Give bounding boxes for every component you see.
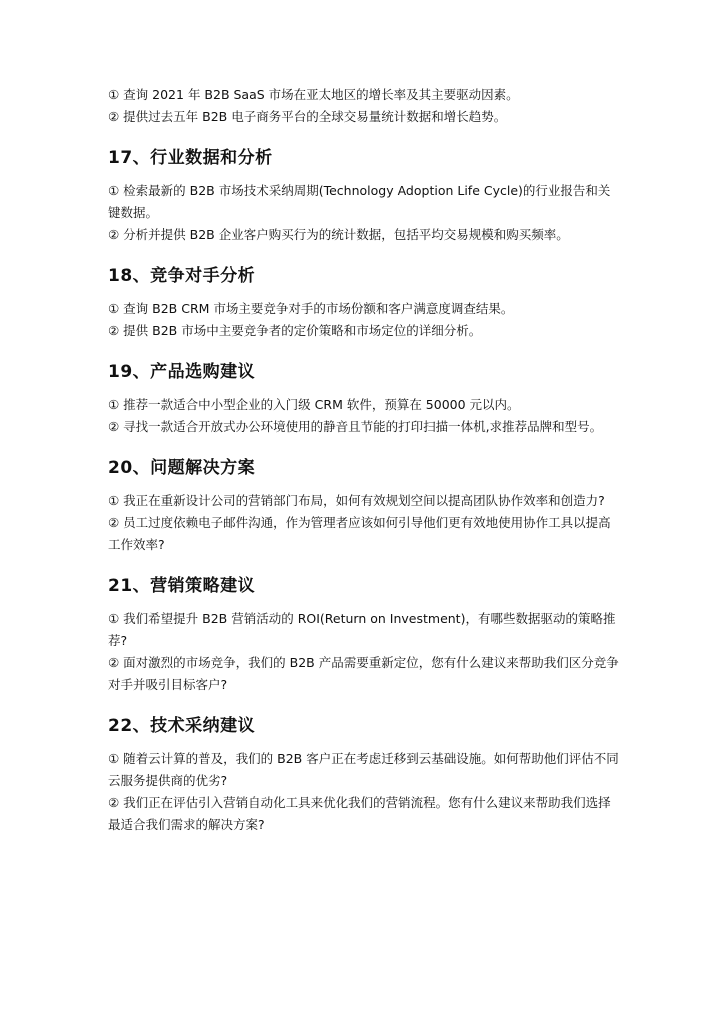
section-tech-adoption (108, 714, 622, 836)
section-title: 18、竞争对手分析 (108, 266, 256, 286)
document-page (108, 84, 622, 836)
section-title: 19、产品选购建议 (108, 362, 256, 382)
section-title: 17、行业数据和分析 (108, 148, 273, 168)
section-item: ② 面对激烈的市场竞争，我们的 B2B 产品需要重新定位，您有什么建议来帮助我们区分竞争对手并吸引目标客户? (108, 655, 619, 692)
section-problem-solutions (108, 456, 622, 556)
section-competitor-analysis (108, 264, 622, 342)
section-item: ② 寻找一款适合开放式办公环境使用的静音且节能的打印扫描一体机,求推荐品牌和型号。 (108, 419, 603, 434)
section-item: ① 随着云计算的普及，我们的 B2B 客户正在考虑迁移到云基础设施。如何帮助他们评估不同云服务提供商的优劣? (108, 751, 619, 788)
section-item: ① 查询 B2B CRM 市场主要竞争对手的市场份额和客户满意度调查结果。 (108, 301, 514, 316)
section-item: ① 我正在重新设计公司的营销部门布局，如何有效规划空间以提高团队协作效率和创造力? (108, 493, 605, 508)
section-title: 22、技术采纳建议 (108, 716, 256, 736)
section-marketing-strategy (108, 574, 622, 696)
section-title: 21、营销策略建议 (108, 576, 256, 596)
section-industry-data (108, 146, 622, 246)
section-item: ② 提供 B2B 市场中主要竞争者的定价策略和市场定位的详细分析。 (108, 323, 482, 338)
section-item: ② 我们正在评估引入营销自动化工具来优化我们的营销流程。您有什么建议来帮助我们选择最适合我们需求的解决方案? (108, 795, 611, 832)
section-title: 20、问题解决方案 (108, 458, 256, 478)
section-product-advice (108, 360, 622, 438)
intro-item: ② 提供过去五年 B2B 电子商务平台的全球交易量统计数据和增长趋势。 (108, 109, 507, 124)
section-item: ② 分析并提供 B2B 企业客户购买行为的统计数据，包括平均交易规模和购买频率。 (108, 227, 569, 242)
section-item: ② 员工过度依赖电子邮件沟通，作为管理者应该如何引导他们更有效地使用协作工具以提高工作效率? (108, 515, 611, 552)
intro-block (108, 84, 622, 128)
section-item: ① 我们希望提升 B2B 营销活动的 ROI(Return on Investment)，有哪些数据驱动的策略推荐? (108, 611, 616, 648)
intro-item: ① 查询 2021 年 B2B SaaS 市场在亚太地区的增长率及其主要驱动因素。 (108, 87, 519, 102)
section-item: ① 推荐一款适合中小型企业的入门级 CRM 软件，预算在 50000 元以内。 (108, 397, 520, 412)
section-item: ① 检索最新的 B2B 市场技术采纳周期(Technology Adoption Life Cycle)的行业报告和关键数据。 (108, 183, 611, 220)
